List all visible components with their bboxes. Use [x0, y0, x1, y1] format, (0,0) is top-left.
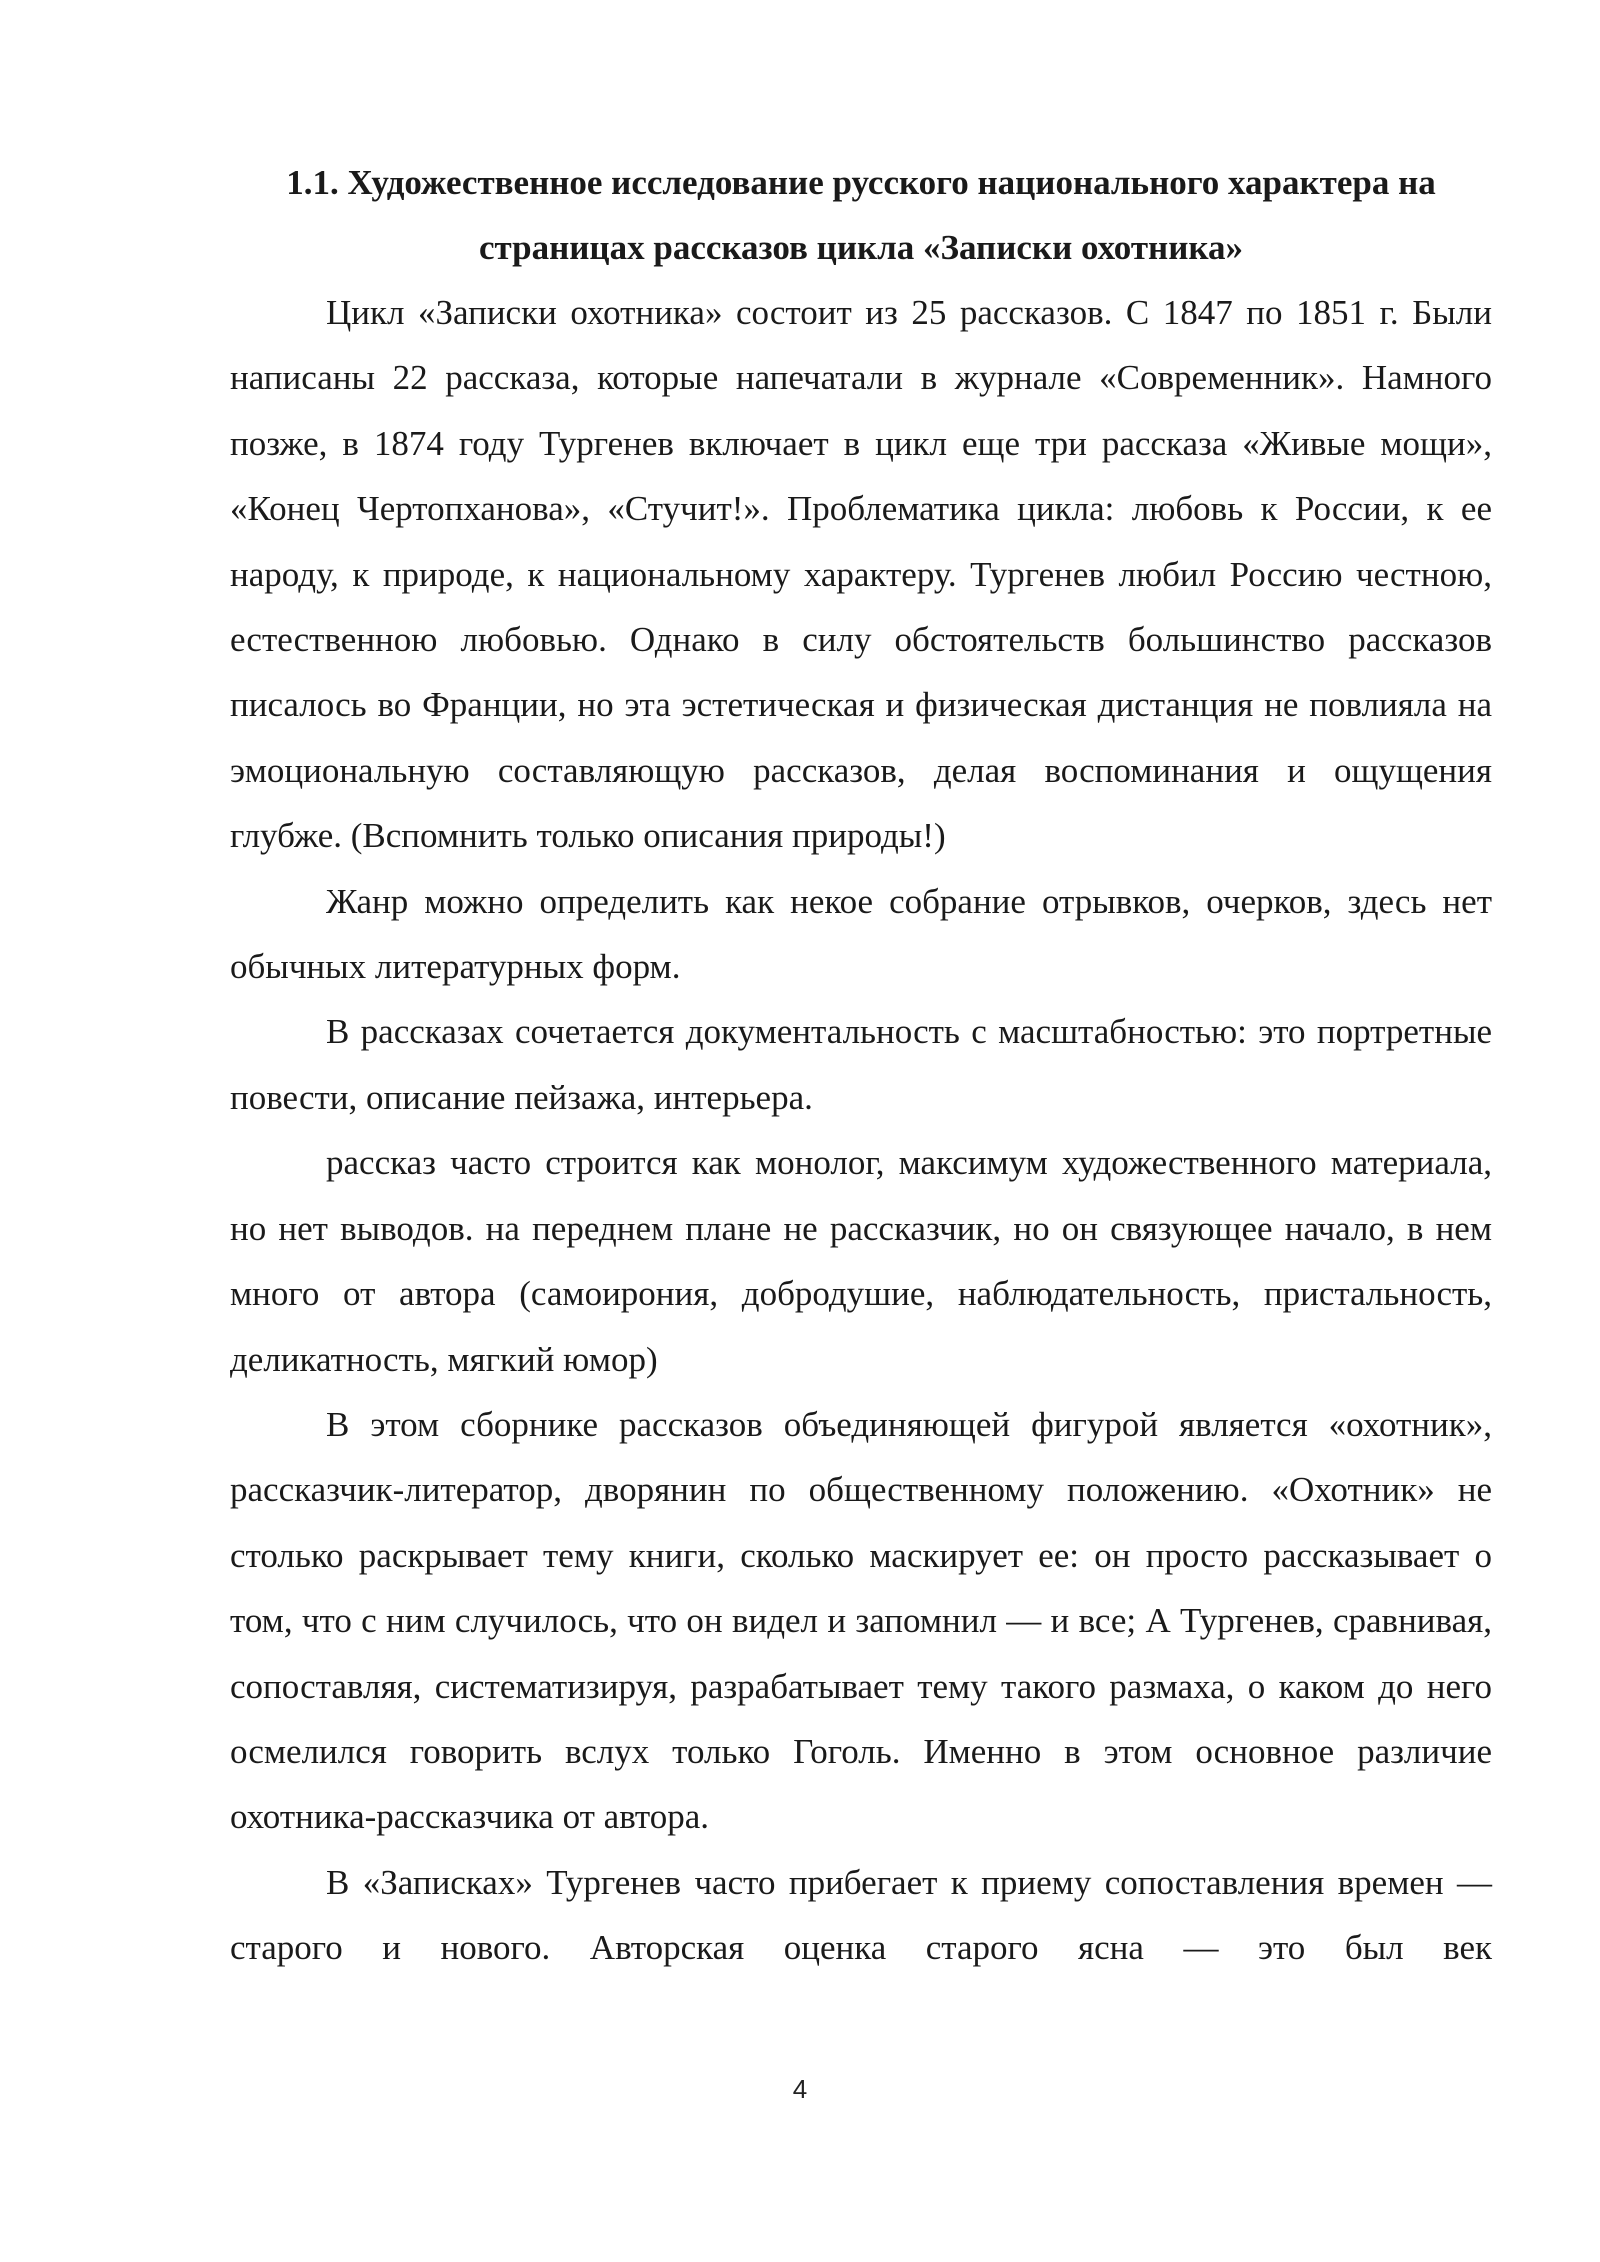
page-number: 4	[792, 2074, 808, 2104]
section-heading: 1.1. Художественное исследование русского национального характера на страницах рассказов цикла «Записки охотника»	[286, 163, 1436, 267]
paragraph-time-comparison: В «Записках» Тургенев часто прибегает к приему сопоставления времен — старого и нового. Авторская оценка старого ясна — это был век	[230, 1862, 1492, 1968]
paragraph-genre: Жанр можно определить как некое собрание отрывков, очерков, здесь нет обычных литературных форм.	[230, 881, 1492, 987]
paragraph-hunter-narrator: В этом сборнике рассказов объединяющей фигурой является «охотник», рассказчик-литератор, дворянин по общественному положению. «Охотник» не столько раскрывает тему книги, сколько маскирует ее: он просто рассказывает о том, что с ним случилось, что он видел и запомнил — и все; А Тургенев, сравнивая, сопоставляя, систематизируя, разрабатывает тему такого размаха, о каком до него осмелился говорить вслух только Гоголь. Именно в этом основное различие охотника-рассказчика от автора.	[230, 1404, 1492, 1837]
paragraph-cycle-overview: Цикл «Записки охотника» состоит из 25 рассказов. С 1847 по 1851 г. Были написаны 22 рассказа, которые напечатали в журнале «Современник». Намного позже, в 1874 году Тургенев включает в цикл еще три рассказа «Живые мощи», «Конец Чертопханова», «Стучит!». Проблематика цикла: любовь к России, к ее народу, к природе, к национальному характеру. Тургенев любил Россию честною, естественною любовью. Однако в силу обстоятельств большинство рассказов писалось во Франции, но эта эстетическая и физическая дистанция не повлияла на эмоциональную составляющую рассказов, делая воспоминания и ощущения глубже. (Вспомнить только описания природы!)	[230, 293, 1492, 856]
paragraph-documentary: В рассказах сочетается документальность с масштабностью: это портретные повести, описание пейзажа, интерьера.	[230, 1012, 1492, 1117]
paragraph-monologue: рассказ часто строится как монолог, максимум художественного материала, но нет выводов. на переднем плане не рассказчик, но он связующее начало, в нем много от автора (самоирония, добродушие, наблюдательность, пристальность, деликатность, мягкий юмор)	[230, 1143, 1492, 1379]
document-page	[230, 150, 1492, 1981]
